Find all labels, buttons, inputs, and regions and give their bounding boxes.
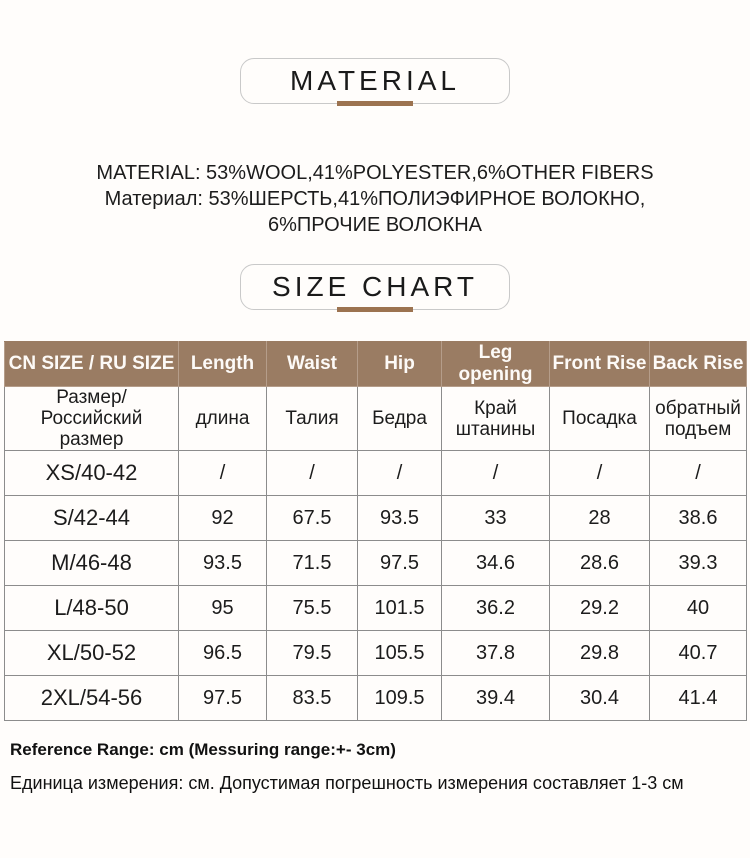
size-cell: XL/50-52 [5,631,179,676]
value-cell: / [550,451,650,496]
table-header-row-en [5,342,747,387]
value-cell: 93.5 [358,496,442,541]
value-cell: 29.8 [550,631,650,676]
value-cell: 40.7 [650,631,747,676]
reference-range-note-ru: Единица измерения: см. Допустимая погрешность измерения составляет 1-3 см [10,773,684,793]
material-line-en: MATERIAL: 53%WOOL,41%POLYESTER,6%OTHER FIBERS [96,162,654,184]
value-cell: 92 [179,496,267,541]
value-cell: 83.5 [267,676,358,721]
col-header-size-ru: Размер/Российский размер [5,387,179,451]
value-cell: 36.2 [442,586,550,631]
table-row [5,676,747,721]
value-cell: / [442,451,550,496]
product-size-info-page [0,58,750,858]
size-cell: M/46-48 [5,541,179,586]
col-header-front-rise: Front Rise [550,342,650,387]
col-header-leg-opening-ru: Край штанины [442,387,550,451]
material-section-title: MATERIAL [290,65,460,96]
col-header-back-rise-ru: обратный подъем [650,387,747,451]
size-chart-table [4,341,747,721]
col-header-front-rise-ru: Посадка [550,387,650,451]
table-row [5,451,747,496]
size-chart-section-title: SIZE CHART [272,271,478,302]
size-cell: 2XL/54-56 [5,676,179,721]
material-line-ru-2: 6%ПРОЧИЕ ВОЛОКНА [267,214,483,236]
table-row [5,541,747,586]
value-cell: / [267,451,358,496]
material-section-title-box [240,58,510,104]
col-header-length: Length [179,342,267,387]
table-header-row-ru [5,387,747,451]
title-underline [337,101,413,106]
material-composition-text [0,160,750,238]
value-cell: 67.5 [267,496,358,541]
value-cell: 109.5 [358,676,442,721]
value-cell: 101.5 [358,586,442,631]
table-row [5,586,747,631]
value-cell: 105.5 [358,631,442,676]
value-cell: / [650,451,747,496]
value-cell: / [358,451,442,496]
col-header-leg-opening: Leg opening [442,342,550,387]
table-row [5,631,747,676]
col-header-waist: Waist [267,342,358,387]
value-cell: 39.4 [442,676,550,721]
value-cell: 34.6 [442,541,550,586]
value-cell: 97.5 [179,676,267,721]
value-cell: 93.5 [179,541,267,586]
size-cell: S/42-44 [5,496,179,541]
value-cell: 28.6 [550,541,650,586]
col-header-size: CN SIZE / RU SIZE [5,342,179,387]
value-cell: 96.5 [179,631,267,676]
value-cell: 79.5 [267,631,358,676]
value-cell: 95 [179,586,267,631]
value-cell: 37.8 [442,631,550,676]
value-cell: 38.6 [650,496,747,541]
col-header-waist-ru: Талия [267,387,358,451]
value-cell: 71.5 [267,541,358,586]
col-header-back-rise: Back Rise [650,342,747,387]
size-cell: XS/40-42 [5,451,179,496]
value-cell: 41.4 [650,676,747,721]
size-cell: L/48-50 [5,586,179,631]
value-cell: 75.5 [267,586,358,631]
value-cell: 29.2 [550,586,650,631]
value-cell: 97.5 [358,541,442,586]
size-chart-section-title-box [240,264,510,310]
value-cell: 39.3 [650,541,747,586]
table-row [5,496,747,541]
reference-range-note-en: Reference Range: cm (Messuring range:+- 3cm) [10,740,396,759]
title-underline [337,307,413,312]
value-cell: 33 [442,496,550,541]
value-cell: 28 [550,496,650,541]
value-cell: / [179,451,267,496]
col-header-hip-ru: Бедра [358,387,442,451]
col-header-hip: Hip [358,342,442,387]
value-cell: 40 [650,586,747,631]
value-cell: 30.4 [550,676,650,721]
material-line-ru-1: Материал: 53%ШЕРСТЬ,41%ПОЛИЭФИРНОЕ ВОЛОКНО, [104,188,646,210]
col-header-length-ru: длина [179,387,267,451]
